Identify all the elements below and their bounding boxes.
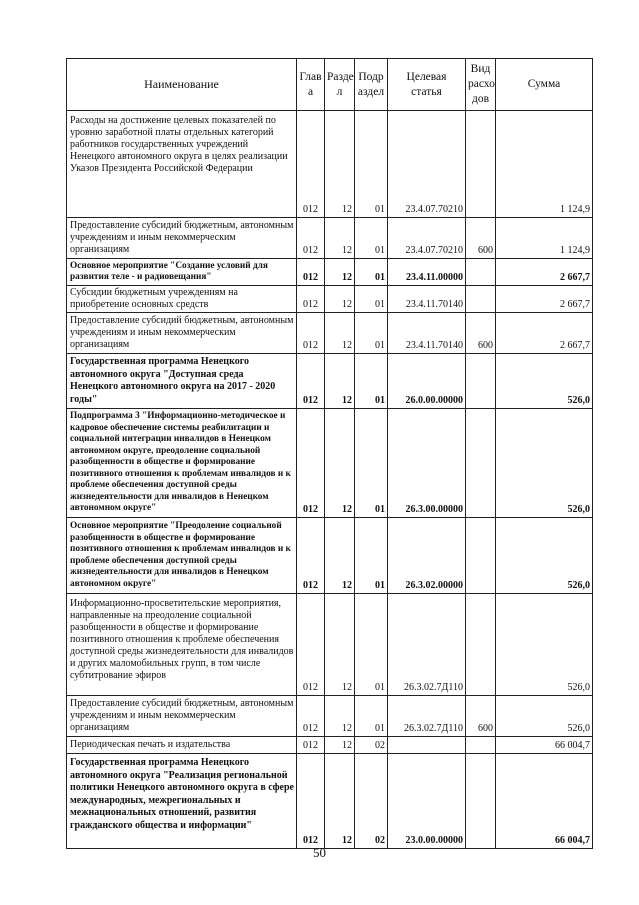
row-name: Предоставление субсидий бюджетным, автономным учреждениям и иным некоммерческим организациям bbox=[67, 313, 297, 354]
row-summa: 526,0 bbox=[496, 594, 593, 696]
row-celevaya: 23.4.11.00000 bbox=[388, 259, 466, 286]
row-razdel: 12 bbox=[325, 111, 355, 218]
row-razdel: 12 bbox=[325, 518, 355, 594]
row-vid bbox=[466, 518, 496, 594]
header-razdel: Разде л bbox=[325, 59, 355, 111]
table-row bbox=[67, 754, 593, 849]
row-vid bbox=[466, 286, 496, 313]
row-celevaya: 26.0.00.00000 bbox=[388, 354, 466, 409]
row-celevaya: 26.3.00.00000 bbox=[388, 409, 466, 518]
row-podrazdel: 01 bbox=[355, 313, 388, 354]
row-razdel: 12 bbox=[325, 696, 355, 737]
table-row bbox=[67, 218, 593, 259]
row-glava: 012 bbox=[297, 218, 325, 259]
row-podrazdel: 01 bbox=[355, 354, 388, 409]
row-name: Государственная программа Ненецкого автономного округа "Реализация региональной политики Ненецкого автономного округа в сфере международных, межрегиональных и межнациональных отношений, развития гражданского общества и информации" bbox=[67, 754, 297, 849]
row-vid bbox=[466, 259, 496, 286]
row-vid bbox=[466, 754, 496, 849]
row-razdel: 12 bbox=[325, 313, 355, 354]
row-glava: 012 bbox=[297, 409, 325, 518]
row-summa: 2 667,7 bbox=[496, 259, 593, 286]
row-razdel: 12 bbox=[325, 754, 355, 849]
row-celevaya: 23.4.07.70210 bbox=[388, 111, 466, 218]
row-glava: 012 bbox=[297, 313, 325, 354]
row-celevaya: 26.3.02.00000 bbox=[388, 518, 466, 594]
table-row bbox=[67, 594, 593, 696]
row-summa: 66 004,7 bbox=[496, 754, 593, 849]
row-name: Субсидии бюджетным учреждениям на приобретение основных средств bbox=[67, 286, 297, 313]
header-name: Наименование bbox=[67, 59, 297, 111]
row-name: Государственная программа Ненецкого автономного округа "Доступная среда Ненецкого автономного округа на 2017 - 2020 годы" bbox=[67, 354, 297, 409]
row-podrazdel: 01 bbox=[355, 518, 388, 594]
row-summa: 526,0 bbox=[496, 518, 593, 594]
row-celevaya: 23.4.11.70140 bbox=[388, 286, 466, 313]
row-razdel: 12 bbox=[325, 354, 355, 409]
row-razdel: 12 bbox=[325, 737, 355, 754]
row-name: Периодическая печать и издательства bbox=[67, 737, 297, 754]
row-podrazdel: 02 bbox=[355, 737, 388, 754]
row-name: Предоставление субсидий бюджетным, автономным учреждениям и иным некоммерческим организациям bbox=[67, 696, 297, 737]
table-row bbox=[67, 286, 593, 313]
row-celevaya: 23.4.11.70140 bbox=[388, 313, 466, 354]
row-podrazdel: 01 bbox=[355, 259, 388, 286]
row-vid bbox=[466, 737, 496, 754]
row-summa: 1 124,9 bbox=[496, 111, 593, 218]
row-glava: 012 bbox=[297, 518, 325, 594]
row-celevaya: 26.3.02.7Д110 bbox=[388, 594, 466, 696]
row-summa: 2 667,7 bbox=[496, 286, 593, 313]
row-razdel: 12 bbox=[325, 286, 355, 313]
row-glava: 012 bbox=[297, 259, 325, 286]
header-podrazdel: Подр аздел bbox=[355, 59, 388, 111]
row-celevaya: 23.0.00.00000 bbox=[388, 754, 466, 849]
table-row bbox=[67, 737, 593, 754]
row-vid bbox=[466, 354, 496, 409]
row-razdel: 12 bbox=[325, 259, 355, 286]
table-row bbox=[67, 313, 593, 354]
row-podrazdel: 01 bbox=[355, 594, 388, 696]
header-celevaya: Целевая статья bbox=[388, 59, 466, 111]
row-podrazdel: 01 bbox=[355, 111, 388, 218]
row-celevaya: 23.4.07.70210 bbox=[388, 218, 466, 259]
row-glava: 012 bbox=[297, 754, 325, 849]
row-celevaya: 26.3.02.7Д110 bbox=[388, 696, 466, 737]
row-glava: 012 bbox=[297, 594, 325, 696]
header-glava: Глав а bbox=[297, 59, 325, 111]
row-podrazdel: 01 bbox=[355, 409, 388, 518]
row-podrazdel: 01 bbox=[355, 218, 388, 259]
row-glava: 012 bbox=[297, 354, 325, 409]
row-name: Основное мероприятие "Создание условий для развития теле - и радиовещания" bbox=[67, 259, 297, 286]
header-summa: Сумма bbox=[496, 59, 593, 111]
budget-table bbox=[66, 58, 593, 849]
page-number: 50 bbox=[313, 845, 326, 860]
row-summa: 526,0 bbox=[496, 696, 593, 737]
row-vid: 600 bbox=[466, 313, 496, 354]
row-summa: 1 124,9 bbox=[496, 218, 593, 259]
row-celevaya bbox=[388, 737, 466, 754]
row-podrazdel: 01 bbox=[355, 286, 388, 313]
table-row bbox=[67, 354, 593, 409]
row-name: Подпрограмма 3 "Информационно-методическое и кадровое обеспечение системы реабилитации и социальной интеграции инвалидов в Ненецком автономном округе, преодоление социальной разобщенности в обществе и формирование позитивного отношения к проблемам инвалидов и к проблеме обеспечения доступной среды жизнедеятельности для инвалидов в Ненецком автономном округе" bbox=[67, 409, 297, 518]
table-header bbox=[67, 59, 593, 111]
row-podrazdel: 01 bbox=[355, 696, 388, 737]
row-summa: 66 004,7 bbox=[496, 737, 593, 754]
table-row bbox=[67, 259, 593, 286]
row-name: Информационно-просветительские мероприятия, направленные на преодоление социальной разобщенности в обществе и формирование позитивного отношения к проблеме обеспечения доступной среды жизнедеятельности для инвалидов и других маломобильных групп, в том числе субтитрование эфиров bbox=[67, 594, 297, 696]
row-name: Основное мероприятие "Преодоление социальной разобщенности в обществе и формирование позитивного отношения к проблемам инвалидов и к проблеме обеспечения доступной среды жизнедеятельности для инвалидов в Ненецком автономном округе" bbox=[67, 518, 297, 594]
row-vid bbox=[466, 594, 496, 696]
row-glava: 012 bbox=[297, 111, 325, 218]
table-row bbox=[67, 696, 593, 737]
row-summa: 2 667,7 bbox=[496, 313, 593, 354]
row-razdel: 12 bbox=[325, 218, 355, 259]
table-row bbox=[67, 409, 593, 518]
row-razdel: 12 bbox=[325, 594, 355, 696]
row-summa: 526,0 bbox=[496, 409, 593, 518]
row-glava: 012 bbox=[297, 286, 325, 313]
row-vid: 600 bbox=[466, 218, 496, 259]
row-glava: 012 bbox=[297, 737, 325, 754]
row-vid bbox=[466, 111, 496, 218]
row-name: Предоставление субсидий бюджетным, автономным учреждениям и иным некоммерческим организациям bbox=[67, 218, 297, 259]
header-vid: Вид расхо дов bbox=[466, 59, 496, 111]
row-vid bbox=[466, 409, 496, 518]
table-row bbox=[67, 518, 593, 594]
row-vid: 600 bbox=[466, 696, 496, 737]
row-name: Расходы на достижение целевых показателей по уровню заработной платы отдельных категорий работников государственных учреждений Ненецкого автономного округа в целях реализации Указов Президента Российской Федерации bbox=[67, 111, 297, 218]
row-podrazdel: 02 bbox=[355, 754, 388, 849]
row-razdel: 12 bbox=[325, 409, 355, 518]
table-row bbox=[67, 111, 593, 218]
row-glava: 012 bbox=[297, 696, 325, 737]
row-summa: 526,0 bbox=[496, 354, 593, 409]
